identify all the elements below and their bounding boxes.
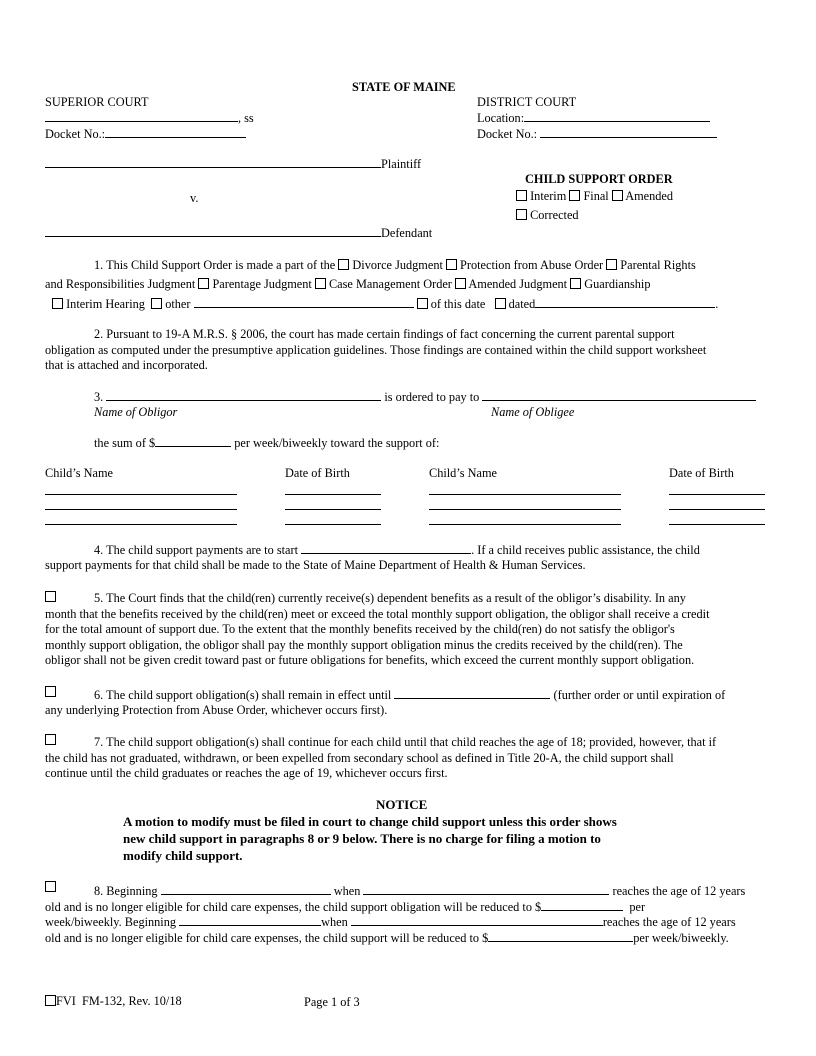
p7-checkbox-box[interactable] [45,734,56,745]
p8-child-field[interactable] [363,883,609,895]
p1-line2 [45,277,651,292]
p6-line1 [94,687,725,703]
p7-line1: 7. The child support obligation(s) shall continue for each child until that child reaches the age of 18; provided, however, that if [94,735,717,749]
p8-amount-field-2[interactable] [488,930,633,942]
p8-amount-field[interactable] [541,899,623,911]
child-dob-field[interactable] [285,509,381,510]
p8-reduced-text: old and is no longer eligible for child care expenses, the child support obligation will be reduced to $ [45,900,542,914]
p7-line2: the child has not graduated, withdrawn, or been expelled from secondary school as defined in Title 20-A, the child support shall [45,751,674,765]
p5-checkbox[interactable] [45,590,56,605]
state-title: STATE OF MAINE [352,80,456,94]
p8-when-2: when [321,915,348,929]
ss-label: , ss [238,111,254,125]
p8-per: per [629,900,646,914]
notice-line3: modify child support. [123,848,243,863]
footer-left [45,994,182,1009]
child-name-field[interactable] [45,494,237,495]
p4-rest: . If a child receives public assistance, the child [471,543,700,557]
effective-until-field[interactable] [394,687,550,699]
guardianship-checkbox[interactable] [570,278,581,289]
final-checkbox[interactable] [569,190,580,201]
p6-checkbox-box[interactable] [45,686,56,697]
child-dob-field[interactable] [669,494,765,495]
p8-begin-date-field-2[interactable] [179,914,321,926]
p8-reduced-text-2: old and is no longer eligible for child care expenses, the child support will be reduced to $ [45,931,489,945]
location-field[interactable] [524,110,710,122]
defendant-field[interactable] [45,225,381,237]
p8-per-week: per week/biweekly. [633,931,729,945]
child-dob-field[interactable] [285,494,381,495]
start-date-field[interactable] [301,542,471,554]
dated-label: dated [508,297,536,311]
pfa-checkbox[interactable] [446,259,457,270]
of-this-date-label: of this date [430,297,486,311]
order-heading: CHILD SUPPORT ORDER [525,172,673,186]
p7-checkbox[interactable] [45,733,56,748]
obligee-caption: Name of Obligee [491,405,575,419]
p5-line1: 5. The Court finds that the child(ren) currently receive(s) dependent benefits as a result of the obligor’s disability. In any [94,591,686,605]
pfa-label: Protection from Abuse Order [460,258,604,272]
p8-line3 [45,914,736,930]
amended-label: Amended [625,189,674,203]
corrected-label: Corrected [530,208,579,222]
p8-checkbox-box[interactable] [45,881,56,892]
interim-checkbox[interactable] [516,190,527,201]
superior-court-label: SUPERIOR COURT [45,95,149,109]
p8-begin-date-field[interactable] [161,883,331,895]
interim-hearing-label: Interim Hearing [66,297,145,311]
divorce-checkbox[interactable] [338,259,349,270]
docket-label: Docket No.: [45,127,106,141]
final-label: Final [583,189,609,203]
dated-checkbox[interactable] [495,298,506,309]
county-field[interactable] [45,110,238,122]
p8-line1 [94,883,745,899]
obligee-field[interactable] [482,389,756,401]
other-label: other [165,297,191,311]
parentage-label: Parentage Judgment [212,277,312,291]
sum-field[interactable] [155,435,231,447]
dated-field[interactable] [535,296,715,308]
notice-line2: new child support in paragraphs 8 or 9 below. There is no charge for filing a motion to [123,831,601,846]
obligor-field[interactable] [106,389,381,401]
location-line [477,110,710,126]
plaintiff-field[interactable] [45,156,381,168]
superior-docket-field[interactable] [105,126,246,138]
p6-text-b: (further order or until expiration of [553,688,726,702]
divorce-label: Divorce Judgment [352,258,443,272]
child-name-header-1: Child’s Name [45,466,113,480]
plaintiff-line [45,156,421,172]
district-docket-field[interactable] [540,126,717,138]
plaintiff-label: Plaintiff [381,157,422,171]
amended-checkbox[interactable] [612,190,623,201]
p4-line1 [94,542,700,558]
defendant-label: Defendant [381,226,433,240]
child-name-header-2: Child’s Name [429,466,497,480]
p5-line4: monthly support obligation, the obligor shall pay the monthly support obligation minus the credits received by the child(ren). The [45,638,683,652]
corrected-checkbox[interactable] [516,209,527,220]
p4-line2: support payments for that child shall be made to the State of Maine Department of Health & Human Services. [45,558,586,572]
child-dob-field[interactable] [669,509,765,510]
p8-line4 [45,930,729,946]
interim-hearing-checkbox[interactable] [52,298,63,309]
p8-reaches-2: reaches the age of 12 years [602,915,736,929]
p8-line2 [45,899,645,915]
p6-line2: any underlying Protection from Abuse Order, whichever occurs first). [45,703,388,717]
parental-rights-label: Parental Rights [620,258,696,272]
sum-suffix: per week/biweekly toward the support of: [234,436,440,450]
versus-label: v. [190,191,199,205]
defendant-line [45,225,432,241]
location-label: Location: [477,111,525,125]
notice-line1: A motion to modify must be filed in court to change child support unless this order shows [123,814,617,829]
other-checkbox[interactable] [151,298,162,309]
corrected-row [516,208,579,223]
interim-label: Interim [530,189,567,203]
p5-line5: obligor shall not be given credit toward past or future obligations for benefits, which exceed the current monthly support obligation. [45,653,695,667]
p1-period: . [715,297,719,311]
p8-beginning: 8. Beginning [94,884,158,898]
p2-line2: obligation as computed under the presumptive application guidelines. Those findings are contained within the child support worksheet [45,343,707,357]
fvi-checkbox[interactable] [45,995,56,1006]
case-mgmt-checkbox[interactable] [315,278,326,289]
case-mgmt-label: Case Management Order [328,277,452,291]
p1-intro: 1. This Child Support Order is made a part of the [94,258,336,272]
p8-checkbox[interactable] [45,880,56,895]
child-name-field[interactable] [429,494,621,495]
p6-text-a: 6. The child support obligation(s) shall remain in effect until [94,688,392,702]
child-name-field[interactable] [429,509,621,510]
docket-label-2: Docket No.: [477,127,541,141]
of-this-date-checkbox[interactable] [417,298,428,309]
p1-line1 [94,258,696,273]
child-name-field[interactable] [429,524,621,525]
amended-judgment-checkbox[interactable] [455,278,466,289]
page-number: Page 1 of 3 [304,995,360,1009]
superior-docket-line [45,126,246,142]
p1-line3 [52,296,718,312]
obligor-caption: Name of Obligor [94,405,178,419]
p3-number: 3. [94,390,104,404]
parentage-checkbox[interactable] [198,278,209,289]
child-dob-field[interactable] [669,524,765,525]
district-court-label: DISTRICT COURT [477,95,577,109]
p8-beginning-2: week/biweekly. Beginning [45,915,177,929]
p8-when: when [333,884,361,898]
p4-start: 4. The child support payments are to start [94,543,298,557]
amended-judgment-label: Amended Judgment [468,277,568,291]
county-line [45,110,254,126]
sum-label: the sum of $ [94,436,156,450]
parental-rights-checkbox[interactable] [606,259,617,270]
child-name-field[interactable] [45,509,237,510]
order-type-row [516,189,673,204]
dob-header-2: Date of Birth [669,466,734,480]
p5-line3: for the total amount of support due. To the extent that the monthly benefits received by the child(ren) do not satisfy the obligor's [45,622,675,636]
p5-checkbox-box[interactable] [45,591,56,602]
p6-checkbox[interactable] [45,685,56,700]
sum-line [94,435,439,451]
p5-line2: month that the benefits received by the child(ren) meet or exceed the total monthly support obligation, the obligor shall receive a credit [45,607,710,621]
child-name-field[interactable] [45,524,237,525]
guardianship-label: Guardianship [584,277,651,291]
p7-line3: continue until the child graduates or reaches the age of 19, whichever occurs first. [45,766,448,780]
p3-line1 [94,389,756,405]
fvi-label: FVI [56,994,76,1008]
dob-header-1: Date of Birth [285,466,350,480]
form-number: FM-132, Rev. 10/18 [81,994,182,1008]
p8-child-field-2[interactable] [351,914,603,926]
p2-line1: 2. Pursuant to 19-A M.R.S. § 2006, the court has made certain findings of fact concerning the current parental support [94,327,675,341]
other-field[interactable] [194,296,414,308]
notice-title: NOTICE [376,797,428,812]
ordered-label: is ordered to pay to [384,390,480,404]
district-docket-line [477,126,717,142]
p2-line3: that is attached and incorporated. [45,358,208,372]
and-resp-label: and Responsibilities Judgment [45,277,196,291]
p8-reaches: reaches the age of 12 years [612,884,746,898]
child-dob-field[interactable] [285,524,381,525]
